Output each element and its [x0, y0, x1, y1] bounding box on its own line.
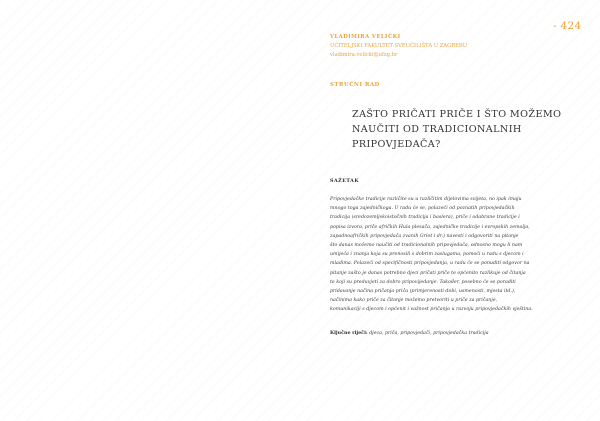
abstract-line: te koji su preduvjeti za dobro pripovijedanje. Također, posebno će se poraditi	[330, 279, 516, 285]
author-name: VLADIMIRA VELIČKI	[330, 34, 401, 40]
abstract-line: zapadnoafričkih pripovjedača zvanih Griot i dr.) navesti i odgovoriti na pitanje	[330, 233, 519, 239]
title-line: ZAŠTO PRIČATI PRIČE I ŠTO MOŽEMO	[352, 109, 562, 120]
abstract-line: komunikaciji s djecom i općenit i važnost pričanja u razvoju pripovjedačkih vještina.	[330, 307, 533, 313]
article-title	[352, 107, 597, 152]
abstract-line: tradicija (sredozemljskoistočnih tradicija i baslera), priče i odabrane tradicije i	[330, 215, 520, 221]
article-category: STRUČNI RAD	[330, 82, 380, 88]
abstract-line: što danas možemo naučiti od tradicionalnih pripovjedača, odnosno mogu li nam	[330, 243, 523, 249]
abstract-heading: SAŽETAK	[330, 178, 360, 184]
abstract-line: popisa izvora, priče afričkih Hula plesača, zajedničke tradicije i evropskih zemalja,	[330, 224, 530, 230]
abstract-line: mnogo toga zajedničkoga. U radu će se, polazeći od poznatih pripovjedačkih	[330, 206, 515, 212]
abstract-line: načinima kako priče za čitanje možemo pretvoriti u priče za pričanje,	[330, 298, 498, 304]
abstract-body	[330, 195, 592, 315]
author-email: vladimira.velicki@ufzg.hr	[330, 52, 398, 58]
abstract-line: pridavanje načina pričanja priča (primjerenosti dobi, usmenosti, mjesta itd.),	[330, 289, 516, 295]
title-line: NAUČITI OD TRADICIONALNIH	[352, 124, 522, 135]
abstract-line: mladima. Polazeći od specifičnosti pripovjedanja, u radu će se ponuditi odgovor na	[330, 261, 530, 267]
author-affiliation: UČITELJSKI FAKULTET SVEUČILIŠTA U ZAGREBU	[330, 43, 468, 49]
keywords-label: Ključne riječi:	[330, 331, 368, 336]
author-block	[330, 33, 590, 60]
abstract-line: Pripovjedačke tradicije različite su u različitim dijelovima svijeta, no ipak imaju	[330, 197, 522, 202]
page-number: - 424	[553, 20, 582, 32]
keywords	[330, 331, 592, 336]
title-line: PRIPOVJEDAČA?	[352, 139, 441, 150]
abstract-line: umijeća i znanja koja su prenosili s dobrim zaslugama, pomoći u radu s djecom i	[330, 252, 524, 258]
keywords-value: djeca, priča, pripovjedači, pripovjedačka tradicija	[367, 331, 489, 336]
abstract-line: pitanje zašto je danas potrebno djeci pričati priče te općenito razlikuje od čitanja	[330, 270, 526, 276]
